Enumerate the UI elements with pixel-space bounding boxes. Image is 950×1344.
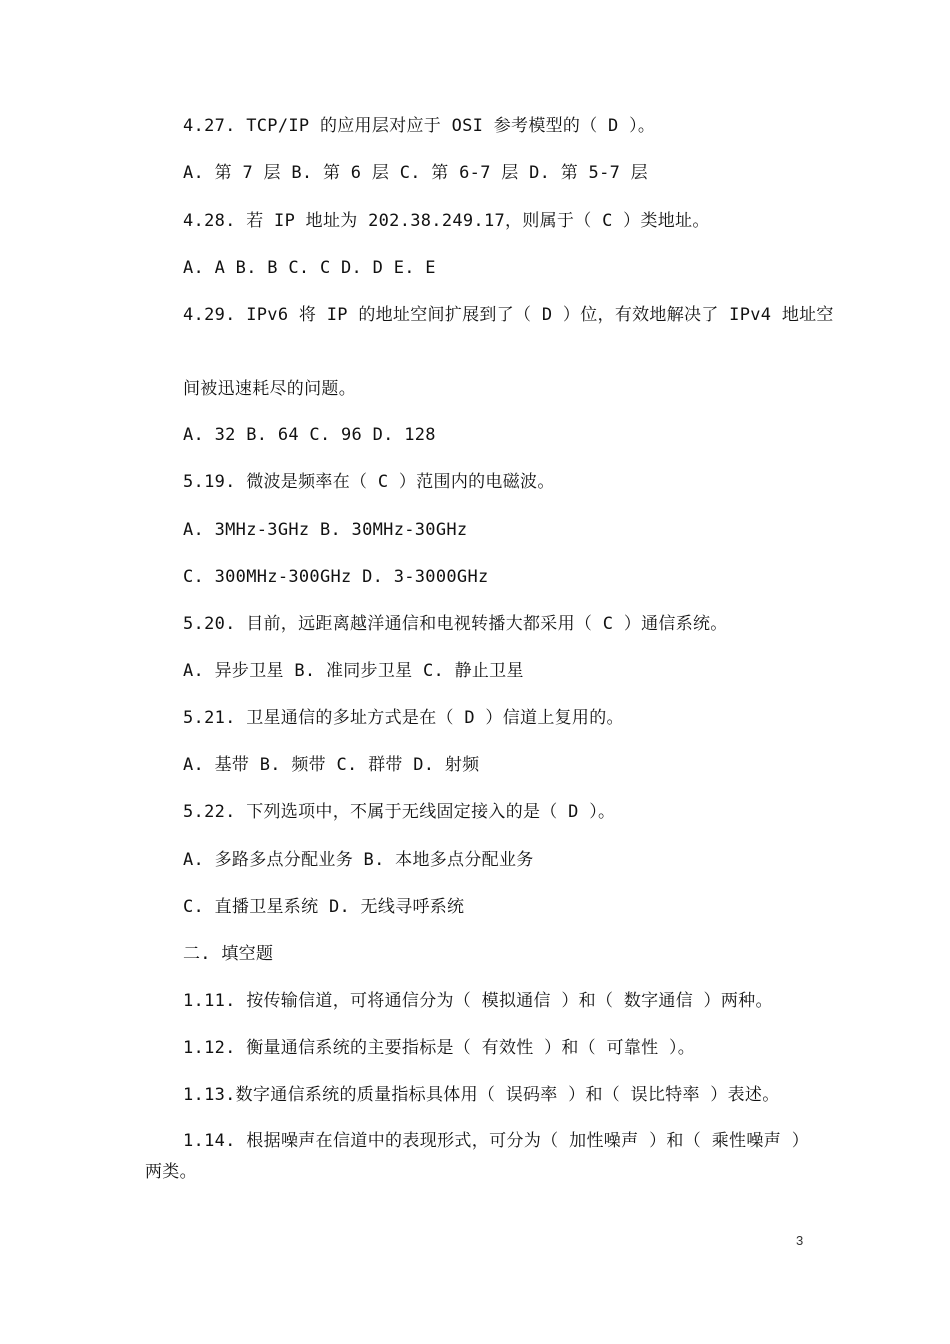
options-4-28: A. A B. B C. C D. D E. E xyxy=(183,258,436,278)
page-number: 3 xyxy=(796,1233,804,1248)
options-5-19-line-1: A. 3MHz-3GHz B. 30MHz-30GHz xyxy=(183,520,468,540)
fill-blank-1-13: 1.13.数字通信系统的质量指标具体用（ 误码率 ）和（ 误比特率 ）表述。 xyxy=(183,1085,780,1105)
fill-blank-1-11: 1.11. 按传输信道，可将通信分为（ 模拟通信 ）和（ 数字通信 ）两种。 xyxy=(183,991,773,1011)
question-4-29-line-2: 间被迅速耗尽的问题。 xyxy=(183,379,356,399)
options-5-19-line-2: C. 300MHz-300GHz D. 3-3000GHz xyxy=(183,567,489,587)
options-4-27: A. 第 7 层 B. 第 6 层 C. 第 6-7 层 D. 第 5-7 层 xyxy=(183,163,648,183)
question-5-22: 5.22. 下列选项中，不属于无线固定接入的是（ D ）。 xyxy=(183,802,616,822)
fill-blank-1-12: 1.12. 衡量通信系统的主要指标是（ 有效性 ）和（ 可靠性 ）。 xyxy=(183,1038,696,1058)
options-5-21: A. 基带 B. 频带 C. 群带 D. 射频 xyxy=(183,755,480,775)
question-4-29-line-1: 4.29. IPv6 将 IP 的地址空间扩展到了（ D ）位，有效地解决了 IPv4 地址空 xyxy=(183,305,834,325)
options-5-22-line-2: C. 直播卫星系统 D. 无线寻呼系统 xyxy=(183,897,465,917)
question-5-21: 5.21. 卫星通信的多址方式是在（ D ）信道上复用的。 xyxy=(183,708,624,728)
options-5-22-line-1: A. 多路多点分配业务 B. 本地多点分配业务 xyxy=(183,850,534,870)
question-5-20: 5.20. 目前，远距离越洋通信和电视转播大都采用（ C ）通信系统。 xyxy=(183,614,728,634)
options-4-29: A. 32 B. 64 C. 96 D. 128 xyxy=(183,425,436,445)
question-5-19: 5.19. 微波是频率在（ C ）范围内的电磁波。 xyxy=(183,472,555,492)
options-5-20: A. 异步卫星 B. 准同步卫星 C. 静止卫星 xyxy=(183,661,524,681)
question-4-28: 4.28. 若 IP 地址为 202.38.249.17，则属于（ C ）类地址。 xyxy=(183,211,710,231)
question-4-27: 4.27. TCP/IP 的应用层对应于 OSI 参考模型的（ D ）。 xyxy=(183,116,656,136)
fill-blank-1-14: 1.14. 根据噪声在信道中的表现形式，可分为（ 加性噪声 ）和（ 乘性噪声 ）两类。 xyxy=(145,1131,809,1182)
section-heading: 二. 填空题 xyxy=(183,944,274,964)
